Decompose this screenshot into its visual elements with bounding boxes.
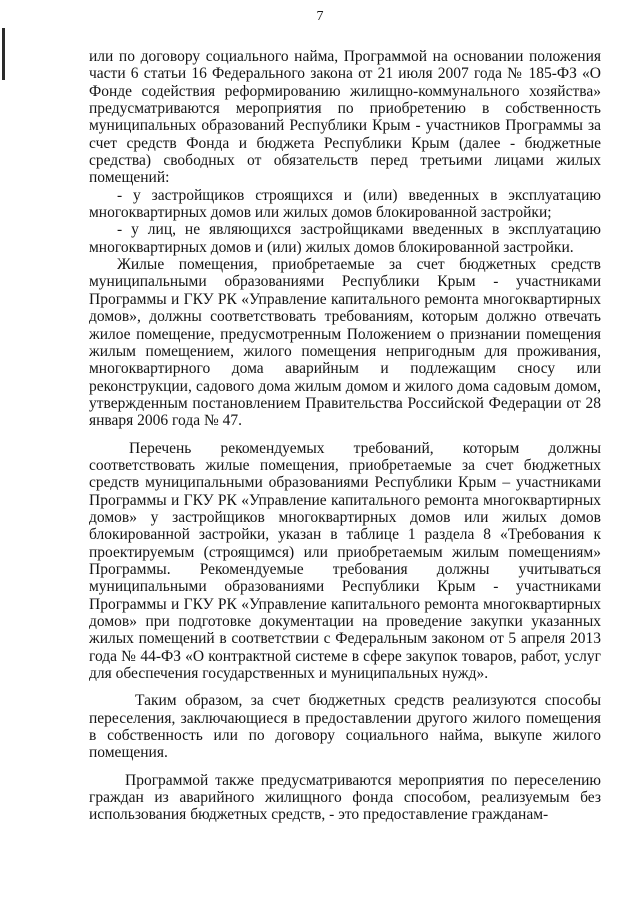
paragraph-continuation: или по договору социального найма, Программой на основании положения части 6 статьи 16 Федерального закона от 21 июля 2007 года № 185-ФЗ «О Фонде содействия реформированию жилищно-коммунального хозяйства» предусматриваются мероприятия по приобретению в собственность муниципальных образований Республики Крым - участников Программы за счет средств Фонда и бюджета Республики Крым (далее - бюджетные средства) свободных от обязательств перед третьими лицами жилых помещений: (89, 48, 601, 187)
paragraph-non-budget-resettlement: Программой также предусматриваются мероприятия по переселению граждан из аварийного жилищного фонда способом, реализуемым без использования бюджетных средств, - это предоставление гражданам- (89, 771, 601, 824)
page-number: 7 (316, 9, 324, 24)
list-item-non-developers: - у лиц, не являющихся застройщиками введенных в эксплуатацию многоквартирных домов и (или) жилых домов блокированной застройки. (89, 221, 601, 256)
document-body (89, 48, 601, 824)
paragraph-resettlement-methods: Таким образом, за счет бюджетных средств реализуются способы переселения, заключающиеся в предоставлении другого жилого помещения в собственность или по договору социального найма, выкупе жилого помещения. (89, 692, 601, 762)
list-item-developers: - у застройщиков строящихся и (или) введенных в эксплуатацию многоквартирных домов или жилых домов блокированной застройки; (89, 186, 601, 222)
paragraph-housing-requirements: Жилые помещения, приобретаемые за счет бюджетных средств муниципальными образованиями Республики Крым - участниками Программы и ГКУ РК «Управление капитального ремонта многоквартирных домов», должны соответствовать требованиям, которым должно отвечать жилое помещение, предусмотренным Положением о признании помещения жилым помещением, жилого помещения непригодным для проживания, многоквартирного дома аварийным и подлежащим сносу или реконструкции, садового дома жилым домом и жилого дома садовым домом, утвержденным постановлением Правительства Российской Федерации от 28 января 2006 года № 47. (89, 256, 601, 430)
margin-mark (2, 28, 5, 80)
paragraph-recommended-requirements: Перечень рекомендуемых требований, которым должны соответствовать жилые помещения, приобретаемые за счет бюджетных средств муниципальными образованиями Республики Крым – участниками Программы и ГКУ РК «Управление капитального ремонта многоквартирных домов» у застройщиков многоквартирных домов или жилых домов блокированной застройки, указан в таблице 1 раздела 8 «Требования к проектируемым (строящимся) или приобретаемым жилым помещениям» Программы. Рекомендуемые требования должны учитываться муниципальными образованиями Республики Крым - участниками Программы и ГКУ РК «Управление капитального ремонта многоквартирных домов» при подготовке документации на проведение закупки указанных жилых помещений в соответствии с Федеральным законом от 5 апреля 2013 года № 44-ФЗ «О контрактной системе в сфере закупок товаров, работ, услуг для обеспечения государственных и муниципальных нужд». (89, 439, 601, 683)
